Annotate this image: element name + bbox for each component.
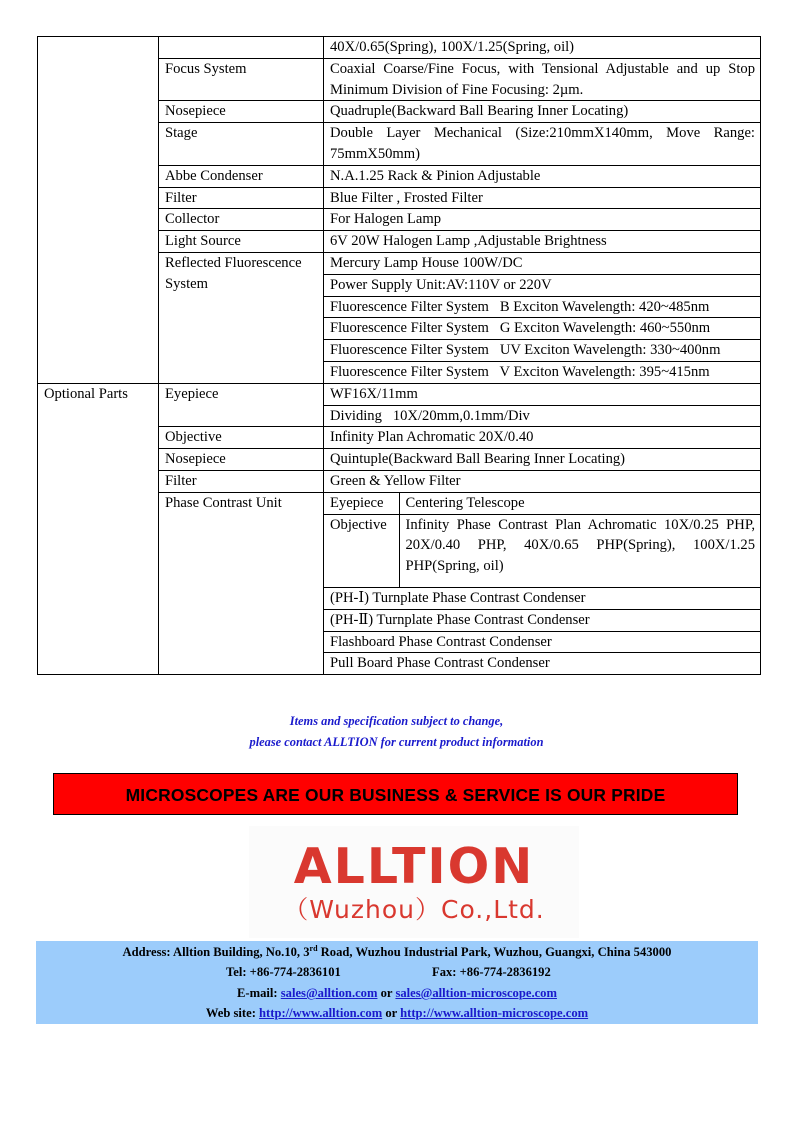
contact-footer bbox=[36, 941, 758, 1024]
value-cell: Quintuple(Backward Ball Bearing Inner Locating) bbox=[324, 449, 761, 471]
value-cell: For Halogen Lamp bbox=[324, 209, 761, 231]
label-cell: Phase Contrast Unit bbox=[159, 492, 324, 674]
value-cell: Fluorescence Filter System UV Exciton Wavelength: 330~400nm bbox=[324, 340, 761, 362]
value-cell: Quadruple(Backward Ball Bearing Inner Locating) bbox=[324, 101, 761, 123]
value-cell: 6V 20W Halogen Lamp ,Adjustable Brightness bbox=[324, 231, 761, 253]
label-cell: Eyepiece bbox=[159, 383, 324, 427]
label-cell: Stage bbox=[159, 123, 324, 166]
value-cell: Power Supply Unit:AV:110V or 220V bbox=[324, 274, 761, 296]
email-link-2[interactable]: sales@alltion-microscope.com bbox=[395, 986, 557, 1000]
email-link-1[interactable]: sales@alltion.com bbox=[280, 986, 378, 1000]
value-cell: Dividing 10X/20mm,0.1mm/Div bbox=[324, 405, 761, 427]
address-sup: rd bbox=[309, 944, 318, 953]
value-cell: (PH-Ⅱ) Turnplate Phase Contrast Condenser bbox=[324, 609, 761, 631]
website-link-2[interactable]: http://www.alltion-microscope.com bbox=[400, 1006, 589, 1020]
notice-line-2: please contact ALLTION for current product information bbox=[249, 735, 544, 749]
value-cell: Fluorescence Filter System G Exciton Wavelength: 460~550nm bbox=[324, 318, 761, 340]
website-line bbox=[36, 1006, 758, 1021]
pc-objective-text: Infinity Phase Contrast Plan Achromatic 10X/0.25 PHP, 20X/0.40 PHP, 40X/0.65 PHP(Spring), 100X/1.25 PHP(Spring, oil) bbox=[405, 516, 755, 575]
value-cell: Green & Yellow Filter bbox=[324, 470, 761, 492]
sub-label-cell: Objective bbox=[324, 514, 399, 587]
label-cell: Collector bbox=[159, 209, 324, 231]
website-label: Web site: bbox=[205, 1006, 260, 1020]
table-row bbox=[324, 493, 760, 514]
address-line bbox=[36, 944, 758, 960]
table-row bbox=[324, 514, 760, 587]
spec-table bbox=[37, 36, 761, 675]
phase-contrast-subtable bbox=[324, 493, 760, 587]
label-cell: Filter bbox=[159, 470, 324, 492]
tel-text: Tel: +86-774-2836101 bbox=[226, 965, 341, 979]
label-cell: Objective bbox=[159, 427, 324, 449]
value-cell: Flashboard Phase Contrast Condenser bbox=[324, 631, 761, 653]
value-cell: 40X/0.65(Spring), 100X/1.25(Spring, oil) bbox=[324, 37, 761, 59]
sub-value-cell: Centering Telescope bbox=[399, 493, 760, 514]
section-cell-optional-parts: Optional Parts bbox=[38, 383, 159, 674]
logo-subtitle: （Wuzhou）Co.,Ltd. bbox=[283, 895, 545, 924]
value-cell: N.A.1.25 Rack & Pinion Adjustable bbox=[324, 165, 761, 187]
phone-line bbox=[36, 965, 758, 983]
table-row bbox=[38, 37, 761, 59]
sub-label-cell: Eyepiece bbox=[324, 493, 399, 514]
fax-text: Fax: +86-774-2836192 bbox=[432, 965, 551, 979]
label-cell: Nosepiece bbox=[159, 449, 324, 471]
notice-line-1: Items and specification subject to change, bbox=[289, 714, 504, 728]
value-cell: Mercury Lamp House 100W/DC bbox=[324, 252, 761, 274]
label-cell: Nosepiece bbox=[159, 101, 324, 123]
spacer bbox=[406, 577, 756, 587]
label-cell: Reflected Fluorescence System bbox=[159, 252, 324, 383]
value-cell: Infinity Plan Achromatic 20X/0.40 bbox=[324, 427, 761, 449]
value-cell: Coaxial Coarse/Fine Focus, with Tensional Adjustable and up Stop Minimum Division of Fine Focusing: 2µm. bbox=[324, 58, 761, 101]
value-cell: Fluorescence Filter System B Exciton Wavelength: 420~485nm bbox=[324, 296, 761, 318]
label-cell: Filter bbox=[159, 187, 324, 209]
value-cell: WF16X/11mm bbox=[324, 383, 761, 405]
phase-contrast-subtable-cell bbox=[324, 492, 761, 587]
address-suffix: Road, Wuzhou Industrial Park, Wuzhou, Guangxi, China 543000 bbox=[317, 945, 672, 960]
table-row bbox=[38, 383, 761, 405]
value-cell: Pull Board Phase Contrast Condenser bbox=[324, 653, 761, 675]
or-text: or bbox=[382, 1006, 401, 1020]
address-prefix: Address: Alltion Building, No.10, 3 bbox=[122, 945, 310, 960]
label-cell: Focus System bbox=[159, 58, 324, 101]
label-cell bbox=[159, 37, 324, 59]
value-cell: Blue Filter , Frosted Filter bbox=[324, 187, 761, 209]
label-cell: Abbe Condenser bbox=[159, 165, 324, 187]
email-line bbox=[36, 986, 758, 1001]
value-cell: Double Layer Mechanical (Size:210mmX140mm, Move Range: 75mmX50mm) bbox=[324, 123, 761, 166]
value-cell: (PH-Ⅰ) Turnplate Phase Contrast Condenser bbox=[324, 587, 761, 609]
website-link-1[interactable]: http://www.alltion.com bbox=[259, 1006, 383, 1020]
value-cell: Fluorescence Filter System V Exciton Wavelength: 395~415nm bbox=[324, 361, 761, 383]
sub-value-cell bbox=[399, 514, 760, 587]
email-label: E-mail: bbox=[237, 986, 281, 1000]
or-text: or bbox=[377, 986, 396, 1000]
slogan-banner: MICROSCOPES ARE OUR BUSINESS & SERVICE IS OUR PRIDE bbox=[53, 773, 738, 815]
logo-name: ALLTION bbox=[293, 838, 535, 895]
section-cell-continued bbox=[38, 37, 159, 384]
label-cell: Light Source bbox=[159, 231, 324, 253]
company-logo bbox=[249, 826, 579, 938]
